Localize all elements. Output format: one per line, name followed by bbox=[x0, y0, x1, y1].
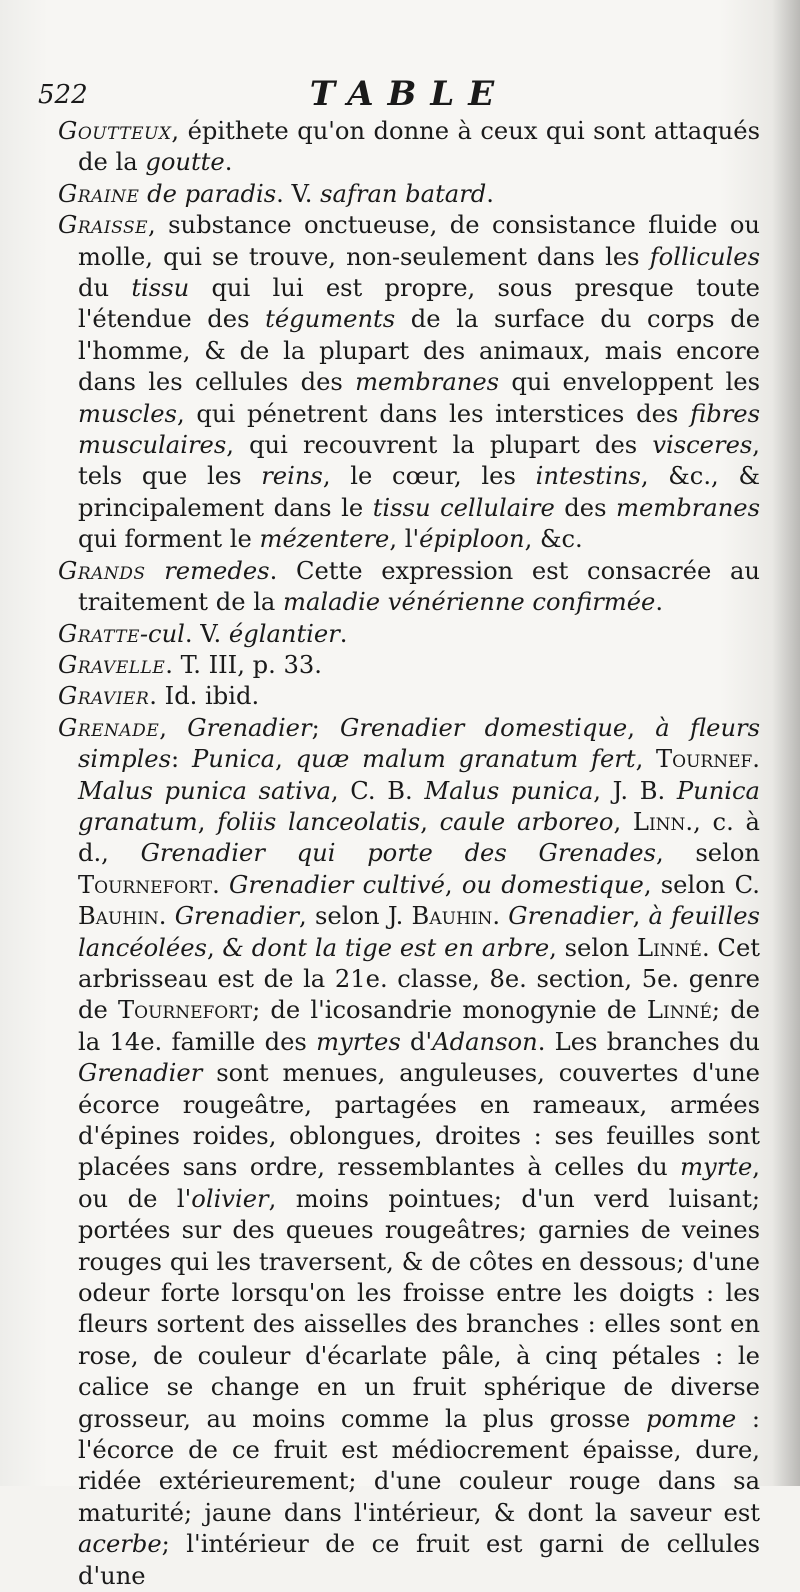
entry-italic-text: myrtes bbox=[316, 1027, 401, 1056]
entry-text: , &c. bbox=[524, 525, 583, 554]
entry-italic-text: & dont la tige est en arbre bbox=[222, 933, 550, 962]
entry-italic-text: Grenadier bbox=[174, 902, 300, 931]
entry-author-name: Linn. bbox=[632, 807, 694, 836]
entry-italic-text: olivier bbox=[191, 1184, 269, 1213]
entry-text: , tels que les bbox=[78, 431, 760, 491]
entry-text: . Id. ibid. bbox=[149, 682, 260, 711]
entry-text: , bbox=[197, 807, 218, 836]
entry-author-name: Linné bbox=[637, 933, 702, 962]
entry-text: : l'écorce de ce fruit est médiocrement épaisse, dure, ridée extérieurement; d'une couleur rouge dans sa maturité; jaune dans l'intérieur, & dont la saveur est bbox=[78, 1404, 760, 1527]
entry-text: , qui pénetrent dans les interstices des bbox=[176, 399, 691, 428]
entry-italic-text: Malus punica bbox=[424, 776, 594, 805]
entry-text: . Cette expression est consacrée au traitement de la bbox=[78, 556, 760, 617]
glossary-entry bbox=[58, 619, 760, 650]
entry-author-name: J. Bauhin bbox=[387, 902, 493, 931]
entry-text: , bbox=[444, 870, 462, 899]
entry-text: . bbox=[212, 870, 230, 899]
entry-text: . bbox=[492, 902, 509, 931]
entry-text: , bbox=[159, 713, 188, 742]
entry-text: . bbox=[655, 588, 664, 617]
entry-text: . bbox=[339, 619, 348, 648]
entry-italic-text: ou domestique bbox=[461, 870, 644, 899]
entry-text: , bbox=[275, 745, 296, 774]
entry-text: du bbox=[78, 274, 132, 303]
glossary-entry bbox=[58, 210, 760, 555]
entry-text: , bbox=[635, 745, 657, 774]
entry-italic-text: Grenadier domestique bbox=[340, 713, 628, 742]
entry-author-name: C. Bauhin bbox=[78, 870, 760, 931]
entry-text: , J. B. bbox=[593, 776, 677, 805]
entry-italic-text: Grenadier qui porte des Grenades bbox=[140, 839, 656, 868]
entry-text: , selon bbox=[299, 902, 388, 931]
entry-text: d' bbox=[400, 1027, 433, 1056]
glossary-entry bbox=[58, 556, 760, 619]
entry-author-name: Tournefort bbox=[78, 870, 213, 899]
entry-text: , selon bbox=[643, 870, 735, 899]
entry-italic-text: Grenadier bbox=[78, 1059, 203, 1088]
entry-text: ; bbox=[311, 713, 341, 742]
glossary-entry bbox=[58, 179, 760, 210]
entry-italic-text: safran batard bbox=[320, 179, 487, 208]
entry-headword: Grands bbox=[58, 556, 146, 585]
entry-italic-text: mézentere bbox=[259, 525, 390, 554]
glossary-entries bbox=[58, 116, 760, 1592]
entry-italic-text: Grenadier bbox=[187, 713, 312, 742]
entry-italic-text: visceres bbox=[652, 431, 753, 460]
entry-italic-text: muscles bbox=[78, 399, 177, 428]
entry-italic-text: quæ malum granatum fert bbox=[295, 745, 636, 774]
entry-text: de la surface du corps de l'homme, & de la plupart des animaux, mais encore dans les cellules des bbox=[78, 305, 761, 397]
entry-italic-text: membranes bbox=[355, 368, 500, 397]
entry-headword: Graine bbox=[58, 179, 140, 208]
glossary-entry bbox=[58, 650, 760, 681]
entry-italic-text: acerbe bbox=[78, 1530, 162, 1559]
entry-text: , bbox=[627, 713, 656, 742]
entry-text: , bbox=[420, 807, 440, 836]
entry-italic-text: à fleurs simples bbox=[78, 713, 760, 774]
entry-italic-text: maladie vénérienne confirmée bbox=[283, 588, 656, 617]
entry-italic-text: Malus punica sativa bbox=[78, 776, 331, 805]
entry-text: , selon bbox=[549, 933, 638, 962]
entry-italic-text: caule arboreo bbox=[439, 807, 614, 836]
entry-italic-text: remedes bbox=[164, 556, 270, 585]
entry-italic-text: membranes bbox=[616, 493, 761, 522]
entry-text: . V. bbox=[184, 619, 229, 648]
entry-text: . Cet arbrisseau est de la 21e. classe, 8e. section, 5e. genre de bbox=[78, 933, 760, 1025]
entry-text: , ou de l' bbox=[78, 1153, 760, 1213]
entry-text: : bbox=[171, 745, 192, 774]
entry-italic-text: églantier bbox=[228, 619, 340, 648]
entry-italic-text: pomme bbox=[645, 1404, 737, 1433]
entry-text: . bbox=[224, 148, 233, 177]
entry-text: des bbox=[554, 493, 617, 522]
entry-italic-text: follicules bbox=[649, 242, 760, 271]
entry-italic-text: intestins bbox=[535, 462, 641, 491]
glossary-entry bbox=[58, 681, 760, 712]
entry-italic-text: Grenadier cultivé bbox=[229, 870, 445, 899]
entry-text: qui enveloppent les bbox=[499, 368, 760, 397]
glossary-entry bbox=[58, 713, 760, 1592]
entry-italic-text: fibres musculaires bbox=[78, 399, 760, 460]
entry-text: . bbox=[158, 902, 175, 931]
entry-text: , l' bbox=[389, 525, 420, 554]
entry-italic-text: foliis lanceolatis bbox=[217, 807, 421, 836]
entry-text: , substance onctueuse, de consistance fluide ou molle, qui se trouve, non-seulement dans les bbox=[78, 211, 760, 271]
entry-text: , c. à d., bbox=[78, 807, 760, 868]
entry-italic-text: Punica bbox=[191, 745, 276, 774]
entry-author-name: Tournef. bbox=[656, 745, 760, 774]
entry-text: , bbox=[206, 933, 223, 962]
entry-italic-text: épiploon bbox=[419, 525, 525, 554]
entry-italic-text: Grenadier bbox=[508, 902, 633, 931]
entry-italic-text: tissu bbox=[131, 274, 190, 303]
entry-text: ; de la 14e. famille des bbox=[78, 996, 760, 1056]
entry-text: , &c., & principalement dans le bbox=[78, 462, 760, 522]
entry-text: ; l'intérieur de ce fruit est garni de cellules d'une bbox=[78, 1530, 760, 1590]
entry-headword: Grenade bbox=[58, 713, 160, 742]
entry-italic-text: de paradis bbox=[147, 179, 277, 208]
entry-author-name: Tournefort bbox=[118, 996, 253, 1025]
entry-headword: Gravelle bbox=[58, 650, 166, 679]
entry-headword: Gravier bbox=[58, 682, 150, 711]
entry-headword: Goutteux bbox=[58, 117, 172, 145]
entry-italic-text: -cul bbox=[139, 619, 185, 648]
entry-italic-text: tissu cellulaire bbox=[372, 493, 555, 522]
entry-italic-text: goutte bbox=[145, 148, 225, 177]
entry-text: , le cœur, les bbox=[322, 462, 536, 491]
entry-text: ; de l'icosandrie monogynie de bbox=[252, 996, 647, 1025]
entry-italic-text: myrte bbox=[680, 1153, 753, 1182]
entry-text: , moins pointues; d'un verd luisant; portées sur des queues rougeâtres; garnies de veines rouges qui les traversent, & de côtes en dessous; d'une odeur forte lorsqu'on les froisse entre les doigts : les fleurs sortent des aisselles des branches : elles sont en rose, de couleur d'écarlate pâle, à cinq pétales : le calice se change en un fruit sphérique de diverse grosseur, au moins comme la plus grosse bbox=[78, 1184, 761, 1433]
entry-text: . Les branches du bbox=[537, 1027, 761, 1056]
entry-text: sont menues, anguleuses, couvertes d'une écorce rougeâtre, partagées en rameaux, armées d'épines roides, oblongues, droites : ses feuilles sont placées sans ordre, ressemblantes à celles du bbox=[78, 1059, 760, 1182]
page-spine-shadow bbox=[772, 0, 800, 1486]
entry-text: , bbox=[632, 902, 649, 931]
running-title: TABLE bbox=[309, 74, 509, 114]
page-number: 522 bbox=[38, 80, 88, 110]
entry-text: . bbox=[486, 179, 494, 208]
entry-text: , bbox=[613, 807, 633, 836]
entry-italic-text: téguments bbox=[265, 305, 396, 334]
entry-headword: Gratte bbox=[58, 619, 140, 648]
entry-author-name: Linné bbox=[646, 996, 712, 1025]
entry-text: , qui recouvrent la plupart des bbox=[226, 431, 653, 460]
entry-text: qui lui est propre, sous presque toute l'étendue des bbox=[78, 274, 760, 334]
entry-text: , selon bbox=[655, 839, 760, 868]
entry-italic-text: Adanson bbox=[432, 1027, 538, 1056]
entry-text: , C. B. bbox=[330, 776, 425, 805]
entry-text: , épithete qu'on donne à ceux qui sont attaqués de la bbox=[78, 117, 760, 177]
entry-italic-text: reins bbox=[261, 462, 323, 491]
entry-text: qui forment le bbox=[78, 525, 260, 554]
entry-text: . T. III, p. 33. bbox=[165, 650, 322, 679]
entry-text: . V. bbox=[276, 179, 321, 208]
entry-italic-text: Punica granatum bbox=[78, 776, 760, 836]
running-head bbox=[38, 74, 760, 116]
glossary-entry bbox=[58, 116, 760, 179]
entry-headword: Graisse bbox=[58, 211, 149, 240]
entry-italic-text: à feuilles lancéolées bbox=[78, 902, 760, 962]
